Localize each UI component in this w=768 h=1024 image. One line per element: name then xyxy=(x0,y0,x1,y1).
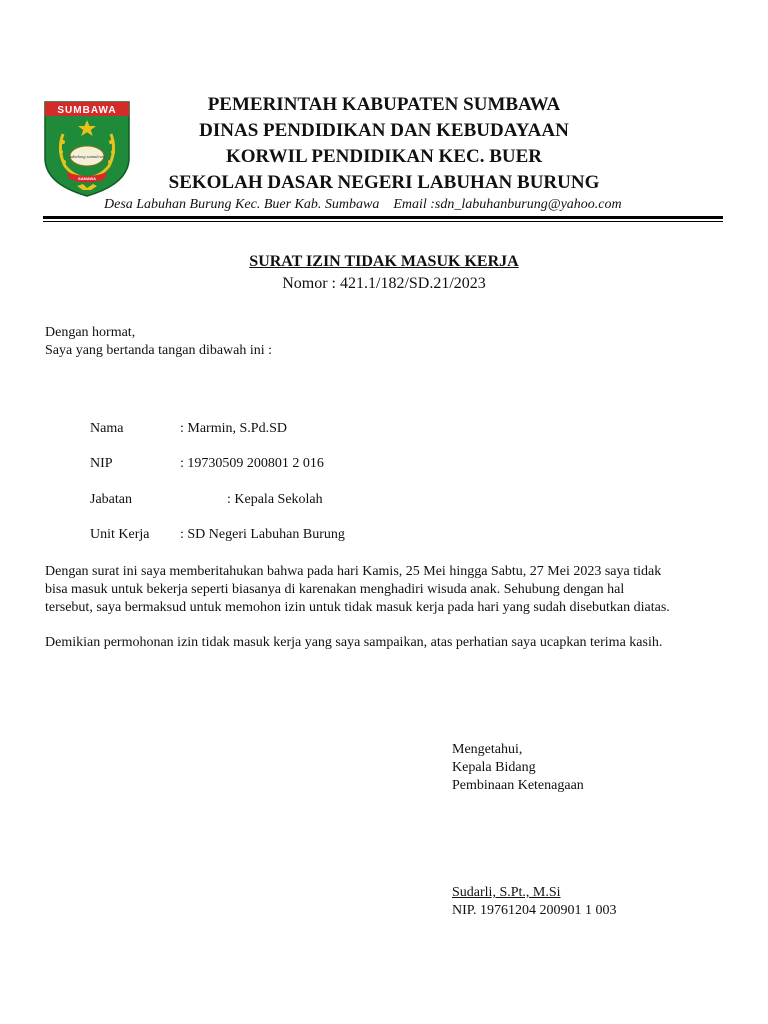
greeting: Dengan hormat, xyxy=(45,325,136,340)
letterhead-address-line xyxy=(104,195,724,215)
header-school: SEKOLAH DASAR NEGERI LABUHAN BURUNG xyxy=(168,172,600,193)
school-email: Email :sdn_labuhanburung@yahoo.com xyxy=(393,197,622,212)
paragraph-closing: Demikian permohonan izin tidak masuk kerja yang saya sampaikan, atas perhatian saya ucapkan terima kasih. xyxy=(45,635,663,650)
header-department: DINAS PENDIDIKAN DAN KEBUDAYAAN xyxy=(199,120,569,141)
field-value-unit-kerja: : SD Negeri Labuhan Burung xyxy=(180,527,345,542)
logo-motto-text: sabalong samalewa xyxy=(69,154,105,159)
letter-title: SURAT IZIN TIDAK MASUK KERJA xyxy=(249,253,519,270)
field-label-unit-kerja: Unit Kerja xyxy=(90,527,150,542)
paragraph-reason-line: Dengan surat ini saya memberitahukan bahwa pada hari Kamis, 25 Mei hingga Sabtu, 27 Mei 2023 saya tidak xyxy=(45,564,662,579)
header-korwil: KORWIL PENDIDIKAN KEC. BUER xyxy=(225,146,543,167)
header-divider-thick xyxy=(43,216,723,219)
signatory-nip: NIP. 19761204 200901 1 003 xyxy=(452,903,617,918)
paragraph-reason xyxy=(45,563,735,617)
field-label-nama: Nama xyxy=(90,421,124,436)
field-label-jabatan: Jabatan xyxy=(90,492,132,507)
logo-bottom-text: SAMAWA xyxy=(78,176,96,181)
letter-number: Nomor : 421.1/182/SD.21/2023 xyxy=(282,275,486,292)
paragraph-reason-line: tersebut, saya bermaksud untuk memohon izin untuk tidak masuk kerja pada hari yang sudah disebutkan diatas. xyxy=(45,600,670,615)
logo-top-text: SUMBAWA xyxy=(57,105,117,116)
field-value-nip: : 19730509 200801 2 016 xyxy=(180,456,324,471)
signature-position: Kepala Bidang xyxy=(452,760,536,775)
signature-acknowledged: Mengetahui, xyxy=(452,742,523,757)
field-value-jabatan: : Kepala Sekolah xyxy=(227,492,323,507)
field-label-nip: NIP xyxy=(90,456,113,471)
header-divider-thin xyxy=(43,221,723,222)
paragraph-reason-line: bisa masuk untuk bekerja seperti biasanya di karenakan menghadiri wisuda anak. Sehubung dengan hal xyxy=(45,582,625,597)
header-government: PEMERINTAH KABUPATEN SUMBAWA xyxy=(207,94,561,115)
intro-sentence: Saya yang bertanda tangan dibawah ini : xyxy=(45,343,273,358)
school-address: Desa Labuhan Burung Kec. Buer Kab. Sumbawa xyxy=(104,197,380,212)
field-value-nama: : Marmin, S.Pd.SD xyxy=(180,421,287,436)
signatory-name: Sudarli, S.Pt., M.Si xyxy=(452,885,561,900)
signature-division: Pembinaan Ketenagaan xyxy=(452,778,584,793)
